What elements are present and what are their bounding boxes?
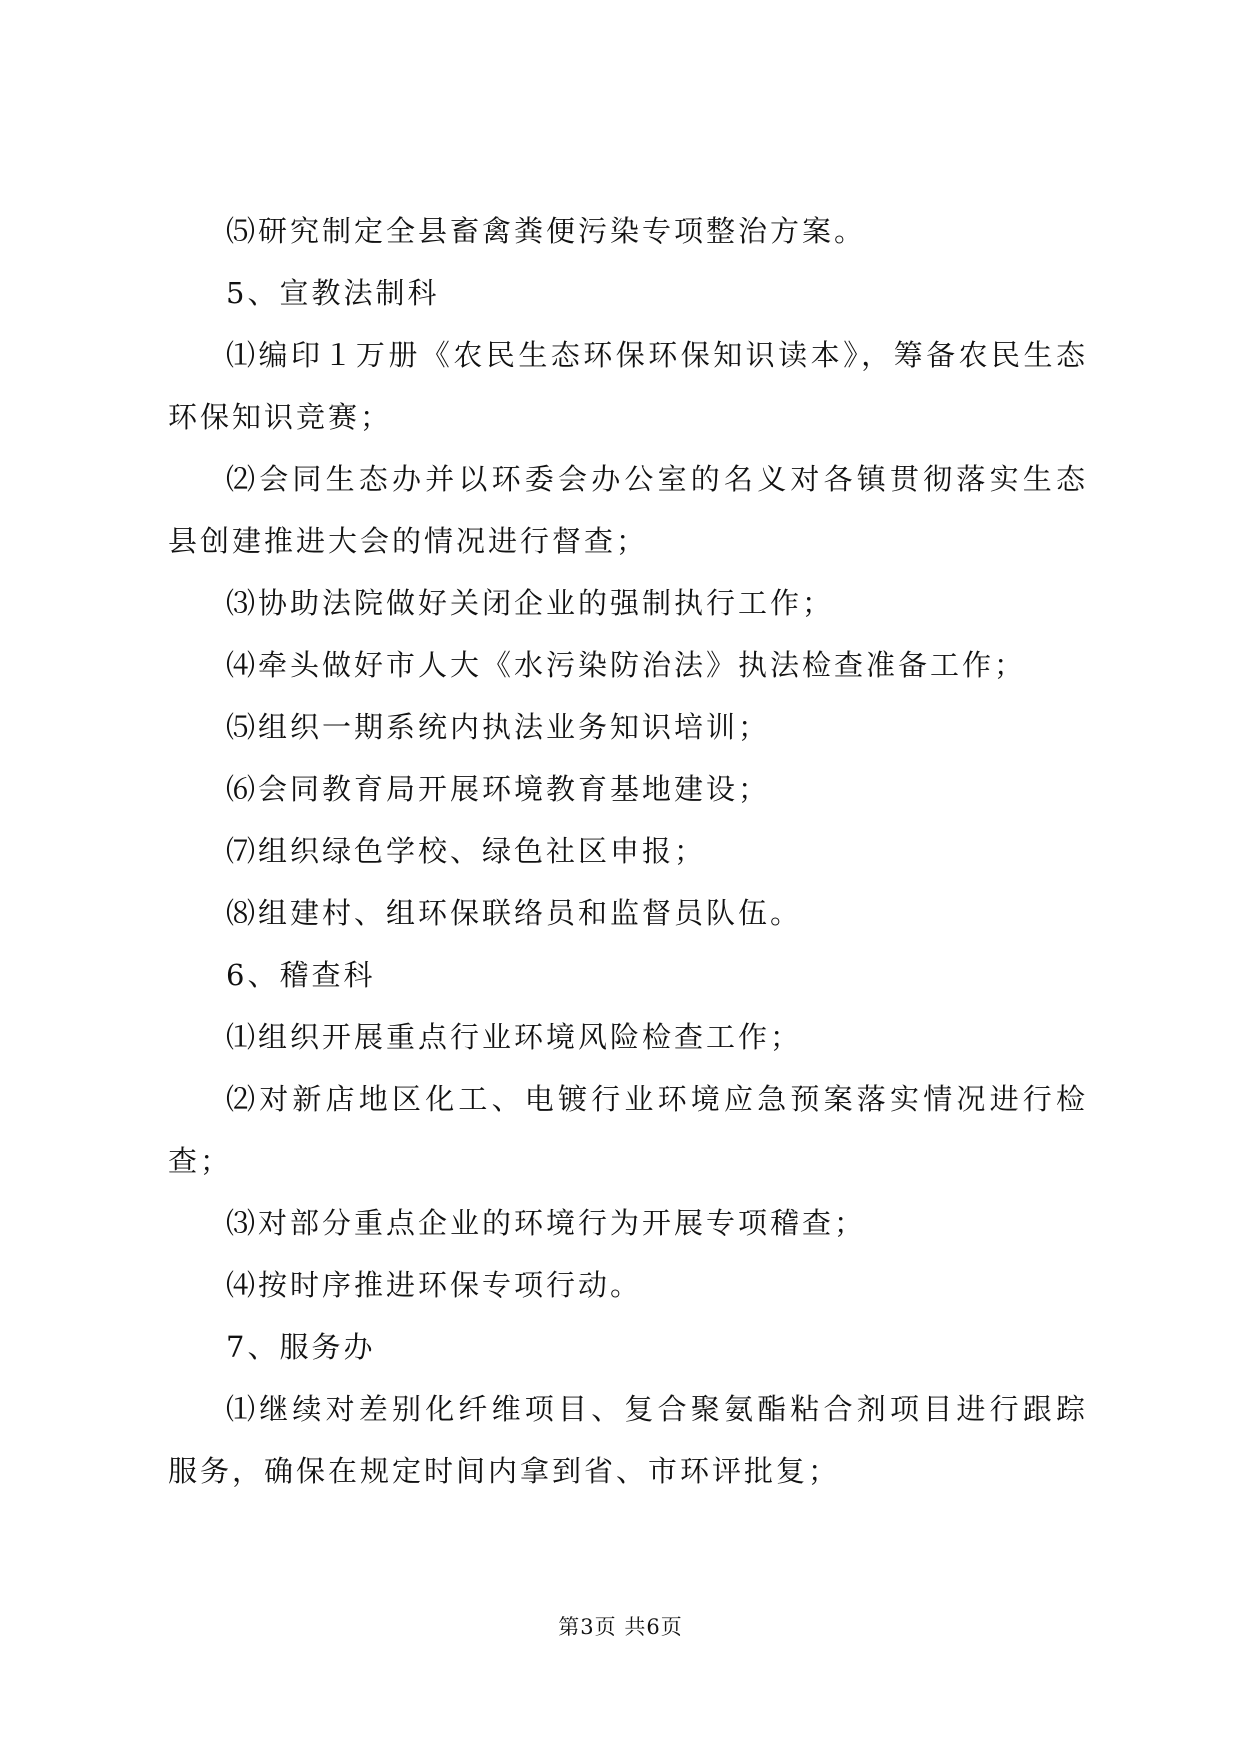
section-heading: 7、服务办	[226, 1330, 376, 1364]
paragraph: ⑷牵头做好市人大《水污染防治法》执法检查准备工作；	[226, 648, 1027, 682]
paragraph: ⑷按时序推进环保专项行动。	[226, 1268, 643, 1302]
document-body	[168, 200, 1088, 1502]
paragraph: ⑴组织开展重点行业环境风险检查工作；	[226, 1020, 803, 1054]
paragraph: ⑵对新店地区化工、电镀行业环境应急预案落实情况进行检查；	[168, 1082, 1088, 1178]
paragraph: ⑺组织绿色学校、绿色社区申报；	[226, 834, 707, 868]
paragraph: ⑻组建村、组环保联络员和监督员队伍。	[226, 896, 803, 930]
paragraph: ⑸研究制定全县畜禽粪便污染专项整治方案。	[226, 214, 867, 248]
section-heading: 5、宣教法制科	[226, 276, 440, 310]
page-footer: 第3页 共6页	[558, 1615, 683, 1639]
section-heading: 6、稽查科	[226, 958, 376, 992]
paragraph: ⑴编印１万册《农民生态环保环保知识读本》，筹备农民生态环保知识竞赛；	[168, 338, 1088, 434]
paragraph: ⑶协助法院做好关闭企业的强制执行工作；	[226, 586, 835, 620]
paragraph: ⑴继续对差别化纤维项目、复合聚氨酯粘合剂项目进行跟踪服务，确保在规定时间内拿到省、市环评批复；	[168, 1392, 1088, 1488]
paragraph: ⑸组织一期系统内执法业务知识培训；	[226, 710, 771, 744]
paragraph: ⑵会同生态办并以环委会办公室的名义对各镇贯彻落实生态县创建推进大会的情况进行督查；	[168, 462, 1088, 558]
paragraph: ⑹会同教育局开展环境教育基地建设；	[226, 772, 771, 806]
paragraph: ⑶对部分重点企业的环境行为开展专项稽查；	[226, 1206, 867, 1240]
